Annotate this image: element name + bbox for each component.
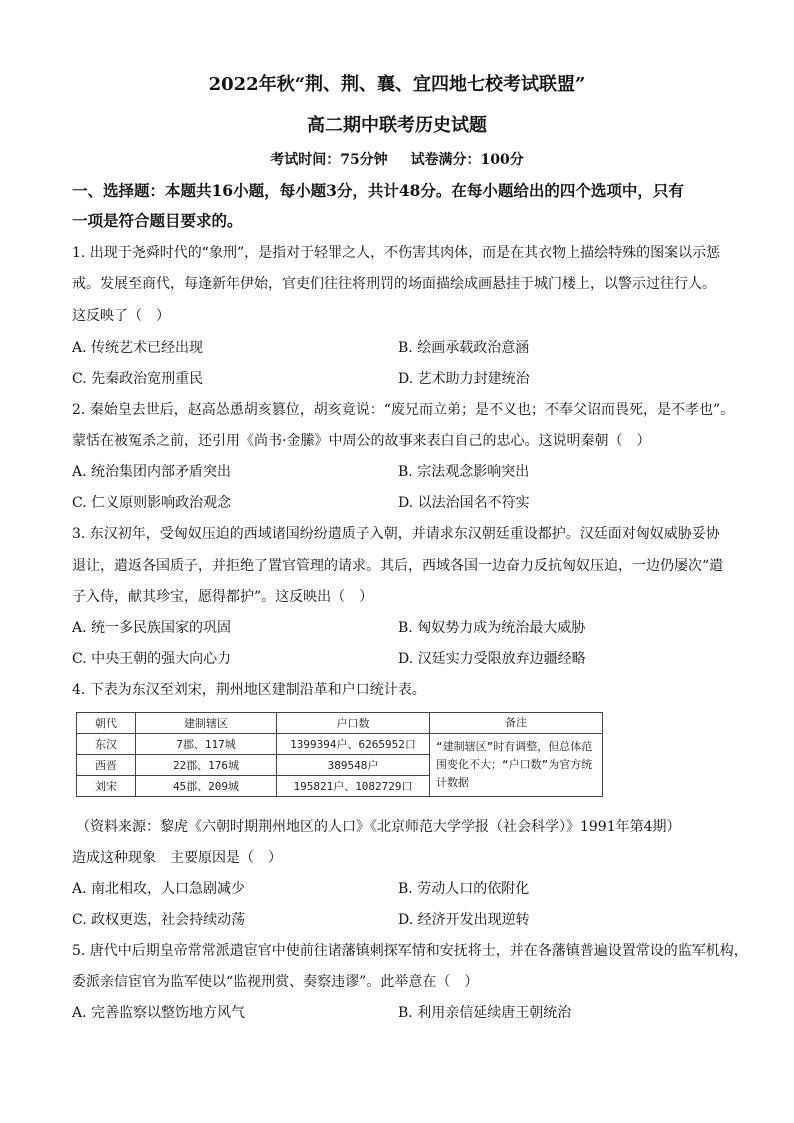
table-header: 备注 [430,713,603,734]
q3-option-b: B. 匈奴势力成为统治最大威胁 [398,620,586,636]
table-cell: 7郡、117城 [136,734,277,755]
table-cell: 389548户 [277,755,430,776]
q3-option-c: C. 中央王朝的强大向心力 [72,651,232,667]
q3-text-line: 子入侍，献其珍宝，愿得都护”。这反映出（ ） [72,589,374,605]
q4-option-b: B. 劳动人口的依附化 [398,881,530,897]
q4-intro: 4. 下表为东汉至刘宋，荆州地区建制沿革和户口统计表。 [72,682,426,698]
full-score: 试卷满分：100分 [410,152,524,168]
table-cell: 西晋 [77,755,136,776]
table-header: 建制辖区 [136,713,277,734]
q1-option-a: A. 传统艺术已经出现 [72,340,204,356]
q3-option-d: D. 汉廷实力受限放弃边疆经略 [398,651,586,667]
q4-source: （资料来源：黎虎《六朝时期荆州地区的人口》《北京师范大学学报（社会科学）》1991年第4期） [76,819,681,835]
q2-option-c: C. 仁义原则影响政治观念 [72,495,232,511]
exam-subtitle: 高二期中联考历史试题 [307,115,487,136]
table-cell: 22郡、176城 [136,755,277,776]
q4-option-c: C. 政权更迭，社会持续动荡 [72,912,246,928]
q2-text-line: 2. 秦始皇去世后，赵高怂恿胡亥篡位，胡亥竟说：“废兄而立弟；是不义也；不奉父诏而畏死，是不孝也”。 [72,402,735,418]
table-header: 朝代 [77,713,136,734]
q1-text-line: 这反映了（ ） [72,308,170,324]
table-header: 户口数 [277,713,430,734]
table-cell: 1399394户、6265952口 [277,734,430,755]
section-heading-cont: 一项是符合题目要求的。 [72,211,243,230]
exam-meta [0,150,794,170]
q3-text-line: 3. 东汉初年，受匈奴压迫的西域诸国纷纷遣质子入朝，并请求东汉朝廷重设都护。汉廷面对匈奴威胁妥协 [72,526,720,542]
q1-option-c: C. 先秦政治宽刑重民 [72,371,204,387]
table-cell: 45郡、209城 [136,776,277,797]
census-table [76,712,603,797]
q4-question: 造成这种现象 主要原因是（ ） [72,850,282,866]
q1-text-line: 1. 出现于尧舜时代的“象刑”，是指对于轻罪之人，不伤害其肉体，而是在其衣物上描绘特殊的图案以示惩 [72,245,721,261]
q2-option-d: D. 以法治国名不符实 [398,495,530,511]
table-cell: 195821户、1082729口 [277,776,430,797]
q4-option-a: A. 南北相攻，人口急剧减少 [72,881,246,897]
q2-option-a: A. 统治集团内部矛盾突出 [72,464,232,480]
exam-time: 考试时间：75分钟 [270,152,388,168]
q2-option-b: B. 宗法观念影响突出 [398,464,530,480]
q5-text-line: 委派亲信宦官为监军使以“监视刑赏、奏察违谬”。此举意在（ ） [72,974,479,990]
exam-title: 2022年秋“荆、荆、襄、宜四地七校考试联盟” [208,74,586,95]
q5-option-b: B. 利用亲信延续唐王朝统治 [398,1005,572,1021]
table-header-row [77,713,603,734]
table-note-cell: “建制辖区”时有调整，但总体范围变化不大；“户口数”为官方统计数据 [430,734,603,797]
q3-text-line: 退让，遣返各国质子，并拒绝了置官管理的请求。其后，西域各国一边奋力反抗匈奴压迫，一边仍屡次“遣 [72,558,724,574]
q3-option-a: A. 统一多民族国家的巩固 [72,620,232,636]
q2-text-line: 蒙恬在被冤杀之前，还引用《尚书·金縢》中周公的故事来表白自己的忠心。这说明秦朝（ ） [72,433,651,449]
q5-option-a: A. 完善监察以整饬地方风气 [72,1005,246,1021]
table-cell: 东汉 [77,734,136,755]
section-heading: 一、选择题：本题共16小题，每小题3分，共计48分。在每小题给出的四个选项中，只有 [72,181,684,200]
q5-text-line: 5. 唐代中后期皇帝常常派遣宦官中使前往诸藩镇刺探军情和安抚将士，并在各藩镇普遍设置常设的监军机构， [72,943,748,959]
q1-option-b: B. 绘画承载政治意涵 [398,340,530,356]
table-cell: 刘宋 [77,776,136,797]
q4-option-d: D. 经济开发出现逆转 [398,912,530,928]
q1-option-d: D. 艺术助力封建统治 [398,371,530,387]
q1-text-line: 戒。发展至商代，每逢新年伊始，官吏们往往将刑罚的场面描绘成画悬挂于城门楼上，以警示过往行人。 [72,276,716,292]
table-row [77,734,603,755]
